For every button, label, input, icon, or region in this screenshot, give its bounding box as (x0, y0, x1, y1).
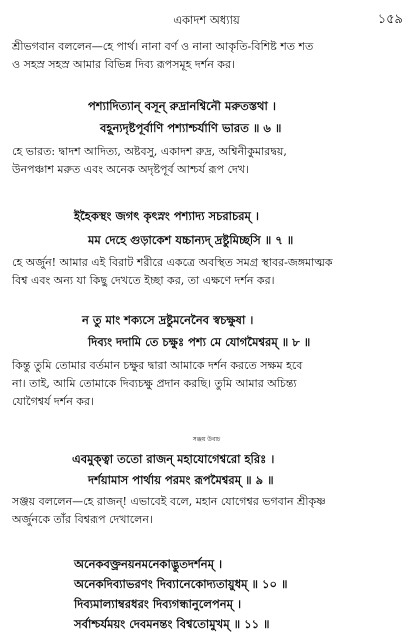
paragraph-1-line-2: ও সহস্র সহস্র আমার বিভিন্ন দিব্য রূপসমূহ দর্শন কর। (12, 58, 235, 71)
paragraph-4-line-2: না। তাই, আমি তোমাকে দিব্যচক্ষু প্রদান করছি। তুমি আমার অচিন্ত্য (12, 377, 297, 390)
verse-8-line-2: দিব্যং দদামি তে চক্ষুঃ পশ্য মে যোগমৈশ্বরম্‌ ॥ ৮ ॥ (88, 335, 311, 349)
verse-11-line-2: সর্বাশ্চর্যময়ং দেবমনন্তং বিশ্বতোমুখম্‌ ॥ ১১ ॥ (74, 617, 270, 631)
verse-7-line-1: ইহৈকস্থং জগৎ কৃৎস্নং পশ্যাদ্য সচরাচরম্‌ । (74, 209, 260, 223)
paragraph-2-line-2: উনপঞ্চাশ মরুত এবং অনেক অদৃষ্টপূর্ব আশ্চর্য রূপ দেখ। (12, 163, 249, 176)
verse-7-line-2: মম দেহে গুড়াকেশ যচ্চান্যদ্‌ দ্রষ্টুমিচ্ছসি ॥ ৭ ॥ (88, 233, 294, 247)
paragraph-4-line-1: কিন্তু তুমি তোমার বর্তমান চক্ষুর দ্বারা আমাকে দর্শন করতে সক্ষম হবে (12, 359, 303, 372)
paragraph-3-line-1: হে অর্জুন! আমার এই বিরাট শরীরে একত্রে অবস্থিত সমগ্র স্থাবর-জঙ্গমাত্মক (12, 256, 333, 269)
paragraph-4-line-3: যোগৈশ্বর্য দর্শন কর। (12, 395, 94, 408)
verse-6-line-1: পশ্যাদিত্যান্‌ বসূন্‌ রুদ্রানশ্বিনৌ মরুতস্তথা । (88, 99, 276, 113)
section-heading: সঞ্জয় উবাচ (192, 436, 221, 443)
chapter-title: একাদশ অধ্যায় (173, 13, 240, 27)
paragraph-2-line-1: হে ভারত: দ্বাদশ আদিত্য, অষ্টবসু, একাদশ রুদ্র, অশ্বিনীকুমারদ্বয়, (12, 145, 287, 158)
page-number: ১৫৯ (377, 12, 403, 27)
paragraph-5-line-2: অর্জুনকে তাঁর বিশ্বরূপ দেখালেন। (12, 513, 153, 526)
verse-10-line-1: অনেকবক্ত্রনয়নমনেকাদ্ভুতদর্শনম্‌ । (74, 557, 223, 571)
verse-8-line-1: ন তু মাং শক্যসে দ্রষ্টুমনেনৈব স্বচক্ষুষা । (82, 313, 254, 327)
verse-9-line-2: দর্শয়ামাস পার্থায় পরমং রূপমৈশ্বরম্‌ ॥ ৯ ॥ (88, 473, 274, 487)
page-header (0, 10, 413, 30)
paragraph-5-line-1: সঞ্জয় বললেন—হে রাজন্‌! এভাবেই বলে, মহান যোগেশ্বর ভগবান শ্রীকৃষ্ণ (12, 495, 326, 508)
paragraph-1-line-1: শ্রীভগবান বললেন—হে পার্থ। নানা বর্ণ ও নানা আকৃতি-বিশিষ্ট শত শত (12, 40, 314, 53)
paragraph-3-line-2: বিশ্ব এবং অন্য যা কিছু দেখতে ইচ্ছা কর, তা এক্ষণে দর্শন কর। (12, 274, 275, 287)
verse-9-line-1: এবমুক্ত্বা ততো রাজন্‌ মহাযোগেশ্বরো হরিঃ । (72, 452, 275, 466)
verse-6-line-2: বহূন্যদৃষ্টপূর্বাণি পশ্যাশ্চর্যাণি ভারত ॥ ৬ ॥ (100, 121, 282, 135)
verse-10-line-2: অনেকদিব্যাভরণং দিব্যানেকোদ্যতায়ুধম্‌ ॥ ১০ ॥ (74, 577, 288, 591)
verse-11-line-1: দিব্যমাল্যাম্বরধরং দিব্যগন্ধানুলেপনম্‌ । (74, 597, 242, 611)
